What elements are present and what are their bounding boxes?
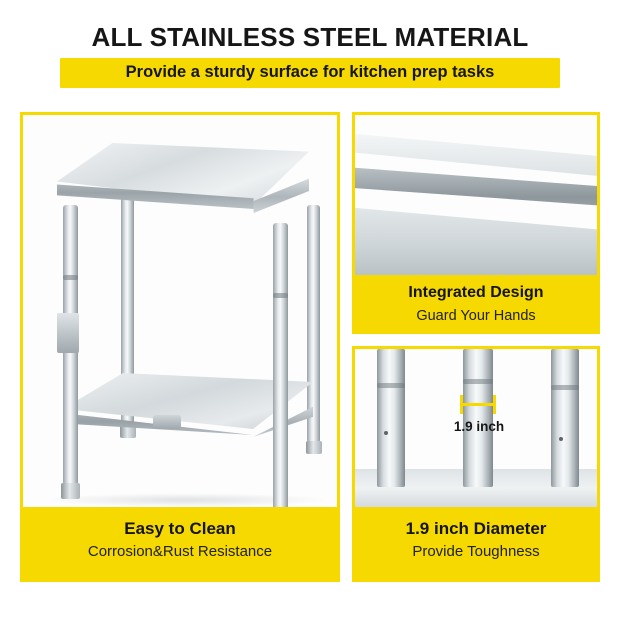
caption-diameter xyxy=(355,507,597,579)
subheading-banner xyxy=(60,58,560,88)
edge-underside xyxy=(355,199,597,275)
caption-main-subtitle: Corrosion&Rust Resistance xyxy=(87,543,273,560)
panel-leg-diameter xyxy=(352,346,600,582)
leg-band-center xyxy=(463,379,493,384)
panel-edge-detail xyxy=(352,112,600,334)
leg-tube-right xyxy=(551,349,579,487)
caption-diameter-subtitle: Provide Toughness xyxy=(412,543,540,560)
caption-edge-title: Integrated Design xyxy=(408,284,544,301)
measure-label: 1.9 inch xyxy=(453,419,505,434)
leg-band-front-right xyxy=(273,293,288,298)
leg-band-left xyxy=(377,383,405,388)
caption-main-title: Easy to Clean xyxy=(124,519,236,538)
table-legs-closeup-photo xyxy=(355,349,597,507)
table-leg-front-right xyxy=(273,223,288,507)
table-foot-front-left xyxy=(61,483,80,499)
leg-hole-right xyxy=(559,437,563,441)
leg-hole-left xyxy=(384,431,388,435)
poster-header xyxy=(0,0,620,100)
side-bracket xyxy=(57,313,79,353)
measure-line xyxy=(460,403,496,406)
leg-band-right xyxy=(551,385,579,390)
stainless-steel-work-table-photo xyxy=(23,115,337,507)
caption-edge-subtitle: Guard Your Hands xyxy=(416,308,536,324)
subheading-text: Provide a sturdy surface for kitchen prep tasks xyxy=(125,63,495,81)
caption-edge xyxy=(355,275,597,331)
caption-diameter-title: 1.9 inch Diameter xyxy=(405,519,547,538)
leg-tube-center xyxy=(463,349,493,487)
leg-band-front-left xyxy=(63,275,78,280)
table-illustration xyxy=(23,115,337,507)
page-title: ALL STAINLESS STEEL MATERIAL xyxy=(91,22,529,52)
lower-shelf-center-cap xyxy=(153,415,181,429)
leg-tube-left xyxy=(377,349,405,487)
table-edge-closeup-photo xyxy=(355,115,597,275)
caption-main xyxy=(23,507,337,579)
table-leg-back-right xyxy=(307,205,320,443)
table-foot-back-right xyxy=(306,441,322,454)
panel-main-product xyxy=(20,112,340,582)
